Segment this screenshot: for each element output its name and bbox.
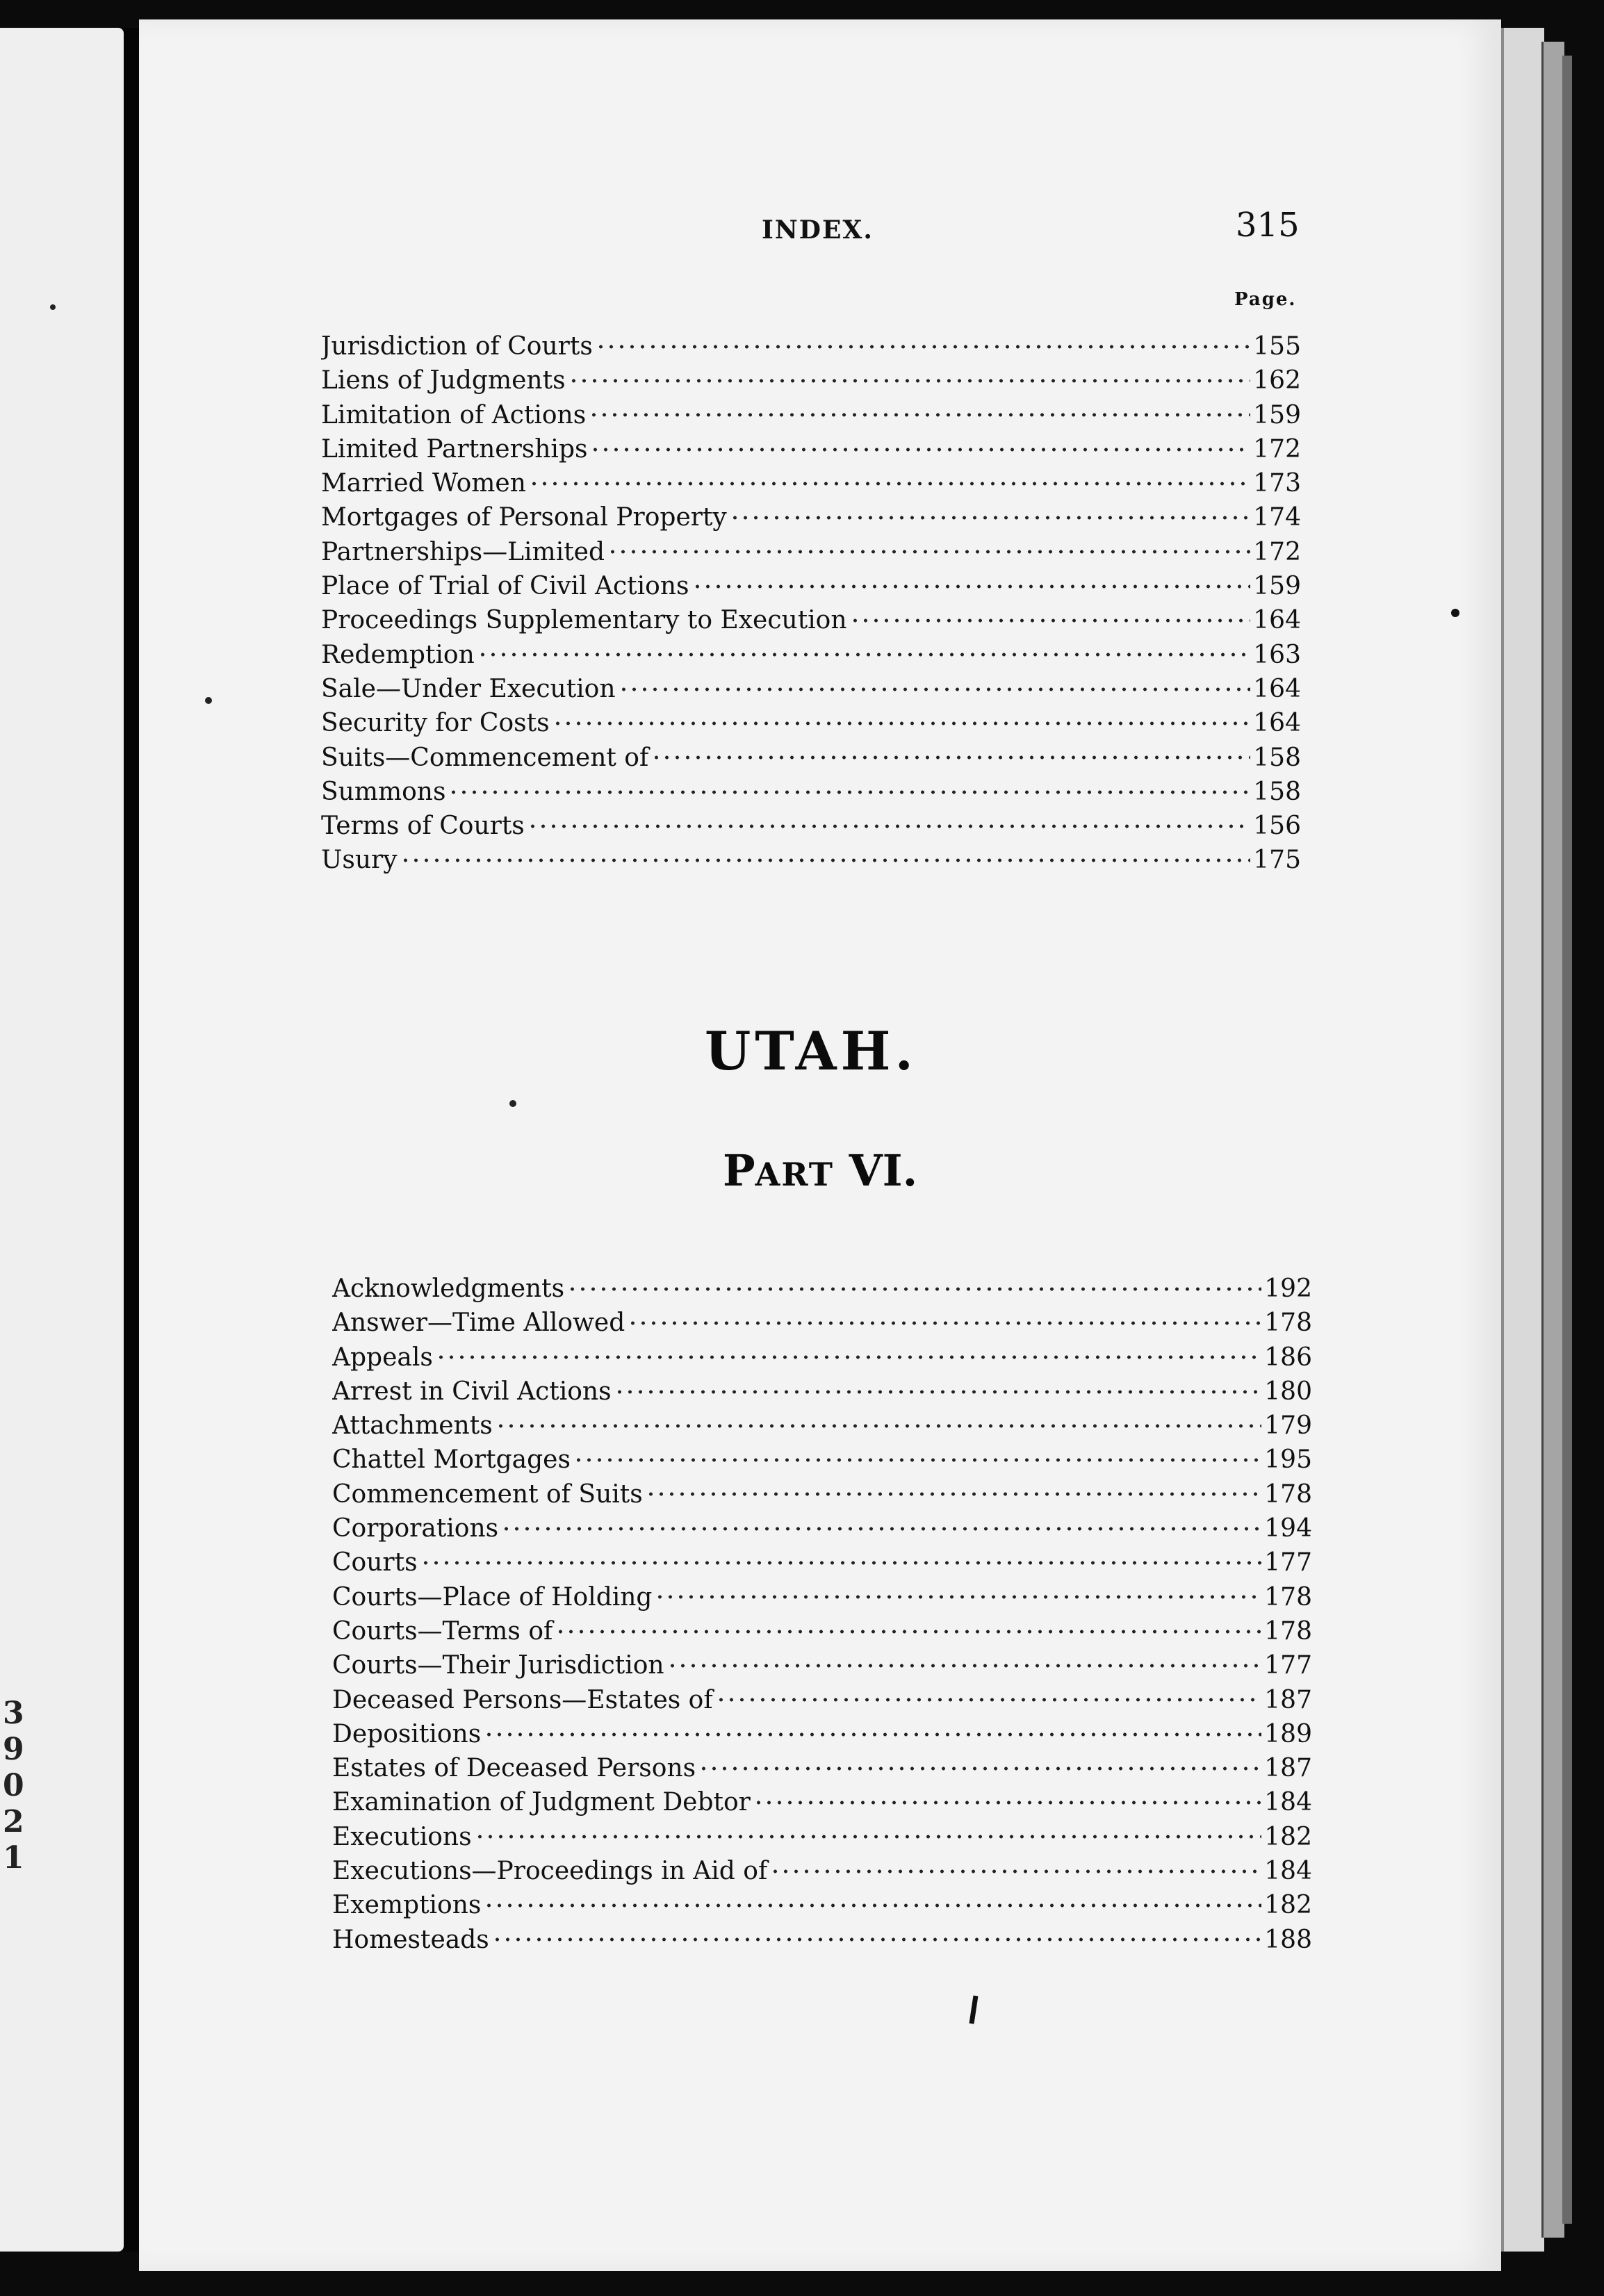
index-entry bbox=[332, 1580, 1312, 1614]
index-term: Exemptions bbox=[332, 1891, 482, 1920]
dot-leader bbox=[567, 1283, 1261, 1295]
index-page-number: 178 bbox=[1264, 1582, 1312, 1612]
dot-leader bbox=[646, 1488, 1262, 1500]
index-term: Partnerships—Limited bbox=[321, 537, 605, 566]
index-entry bbox=[332, 1923, 1312, 1957]
index-page-number: 195 bbox=[1264, 1445, 1312, 1475]
index-term: Summons bbox=[321, 777, 446, 806]
index-term: Sale—Under Execution bbox=[321, 674, 616, 703]
edge-mark: 9 bbox=[3, 1732, 24, 1767]
dot-leader bbox=[596, 341, 1250, 353]
index-term: Proceedings Supplementary to Execution bbox=[321, 606, 847, 635]
index-page-number: 174 bbox=[1253, 503, 1301, 532]
index-term: Terms of Courts bbox=[321, 812, 525, 841]
dot-leader bbox=[850, 614, 1251, 627]
index-page-number: 178 bbox=[1264, 1479, 1312, 1509]
index-entry bbox=[321, 741, 1301, 775]
index-entry bbox=[332, 1820, 1312, 1854]
left-page-edge-marks bbox=[3, 1696, 24, 1876]
index-entry bbox=[332, 1443, 1312, 1477]
index-term: Place of Trial of Civil Actions bbox=[321, 572, 689, 601]
left-page-edge bbox=[0, 28, 124, 2252]
index-page-number: 194 bbox=[1264, 1514, 1312, 1543]
index-entry bbox=[332, 1340, 1312, 1375]
edge-mark: 1 bbox=[3, 1840, 24, 1876]
index-term: Mortgages of Personal Property bbox=[321, 503, 727, 532]
index-page-number: 179 bbox=[1264, 1411, 1312, 1441]
dot-leader bbox=[730, 511, 1251, 524]
index-entry bbox=[332, 1854, 1312, 1888]
dot-leader bbox=[589, 409, 1250, 421]
index-entry bbox=[321, 466, 1301, 500]
index-entry bbox=[321, 329, 1301, 363]
index-page-number: 173 bbox=[1253, 469, 1301, 498]
dot-leader bbox=[477, 648, 1251, 661]
page-stack-edge bbox=[1562, 56, 1572, 2224]
index-page-number: 162 bbox=[1253, 366, 1301, 395]
dot-leader bbox=[568, 375, 1251, 387]
index-page-number: 187 bbox=[1264, 1754, 1312, 1783]
index-term: Arrest in Civil Actions bbox=[332, 1377, 612, 1406]
index-page-number: 155 bbox=[1253, 332, 1301, 361]
dot-leader bbox=[698, 1762, 1261, 1775]
index-term: Married Women bbox=[321, 469, 526, 498]
index-entry bbox=[321, 638, 1301, 672]
index-term: Courts—Place of Holding bbox=[332, 1582, 653, 1612]
edge-mark: 3 bbox=[3, 1696, 24, 1731]
index-page-number: 158 bbox=[1253, 777, 1301, 806]
section-title: UTAH. bbox=[705, 1020, 917, 1082]
book-gutter bbox=[124, 28, 139, 2252]
index-page-number: 164 bbox=[1253, 709, 1301, 738]
index-entry bbox=[332, 1888, 1312, 1922]
index-term: Corporations bbox=[332, 1514, 499, 1543]
dot-leader bbox=[753, 1796, 1261, 1809]
index-entry bbox=[321, 569, 1301, 603]
dot-leader bbox=[492, 1933, 1262, 1946]
index-entry bbox=[321, 672, 1301, 706]
index-term: Deceased Persons—Estates of bbox=[332, 1685, 713, 1714]
index-term: Depositions bbox=[332, 1719, 482, 1748]
running-title: INDEX. bbox=[762, 215, 874, 245]
index-page-number: 188 bbox=[1264, 1925, 1312, 1954]
index-page-number: 159 bbox=[1253, 572, 1301, 601]
index-term: Homesteads bbox=[332, 1925, 489, 1954]
dot-leader bbox=[501, 1523, 1261, 1535]
index-entry bbox=[332, 1272, 1312, 1306]
page-number: 315 bbox=[1236, 206, 1300, 245]
index-page-number: 192 bbox=[1264, 1274, 1312, 1303]
index-page-number: 182 bbox=[1264, 1891, 1312, 1920]
index-term: Executions bbox=[332, 1822, 472, 1851]
index-page-number: 189 bbox=[1264, 1719, 1312, 1748]
dot-leader bbox=[420, 1557, 1262, 1569]
index-entry bbox=[332, 1717, 1312, 1751]
index-term: Courts—Terms of bbox=[332, 1616, 553, 1646]
edge-mark: 2 bbox=[3, 1804, 24, 1839]
index-term: Commencement of Suits bbox=[332, 1479, 643, 1509]
index-term: Appeals bbox=[332, 1343, 433, 1372]
index-page-number: 172 bbox=[1253, 434, 1301, 464]
index-entry bbox=[321, 535, 1301, 569]
index-entry bbox=[321, 809, 1301, 843]
index-term: Acknowledgments bbox=[332, 1274, 565, 1303]
index-term: Suits—Commencement of bbox=[321, 743, 649, 772]
index-term: Jurisdiction of Courts bbox=[321, 332, 593, 361]
index-entry bbox=[321, 843, 1301, 877]
index-entry bbox=[321, 775, 1301, 809]
index-entry bbox=[321, 706, 1301, 740]
index-entry bbox=[332, 1409, 1312, 1443]
dot-leader bbox=[692, 580, 1251, 593]
index-page-number: 182 bbox=[1264, 1822, 1312, 1851]
previous-state-index bbox=[321, 329, 1301, 878]
index-page-number: 187 bbox=[1264, 1685, 1312, 1714]
index-page-number: 158 bbox=[1253, 743, 1301, 772]
edge-mark: 0 bbox=[3, 1768, 24, 1803]
index-entry bbox=[332, 1375, 1312, 1409]
index-entry bbox=[332, 1785, 1312, 1819]
index-term: Usury bbox=[321, 846, 398, 875]
index-entry bbox=[332, 1648, 1312, 1682]
page-stack-edge bbox=[1501, 28, 1544, 2252]
index-entry bbox=[332, 1511, 1312, 1545]
dot-leader bbox=[553, 717, 1251, 730]
index-entry bbox=[332, 1545, 1312, 1580]
dot-leader bbox=[436, 1351, 1261, 1363]
dot-leader bbox=[555, 1625, 1261, 1638]
index-term: Chattel Mortgages bbox=[332, 1445, 571, 1475]
dot-leader bbox=[590, 443, 1250, 456]
index-term: Courts—Their Jurisdiction bbox=[332, 1651, 664, 1680]
utah-index bbox=[332, 1272, 1312, 1957]
dot-leader bbox=[655, 1591, 1261, 1603]
dot-leader bbox=[607, 546, 1250, 558]
index-page-number: 177 bbox=[1264, 1548, 1312, 1577]
index-page-number: 163 bbox=[1253, 640, 1301, 669]
index-term: Estates of Deceased Persons bbox=[332, 1754, 696, 1783]
index-entry bbox=[321, 432, 1301, 466]
dot-leader bbox=[628, 1317, 1261, 1329]
index-term: Redemption bbox=[321, 640, 475, 669]
index-page-number: 177 bbox=[1264, 1651, 1312, 1680]
index-term: Answer—Time Allowed bbox=[332, 1309, 625, 1338]
index-page-number: 178 bbox=[1264, 1309, 1312, 1338]
dot-leader bbox=[527, 820, 1251, 833]
page-stack-edge bbox=[1541, 42, 1564, 2238]
index-page-number: 184 bbox=[1264, 1788, 1312, 1817]
dot-leader bbox=[448, 786, 1250, 798]
page-column-label: Page. bbox=[1234, 289, 1297, 310]
index-term: Security for Costs bbox=[321, 709, 550, 738]
index-page-number: 186 bbox=[1264, 1343, 1312, 1372]
index-term: Limited Partnerships bbox=[321, 434, 588, 464]
dot-leader bbox=[667, 1659, 1262, 1672]
dot-leader bbox=[529, 477, 1250, 490]
index-page-number: 175 bbox=[1253, 846, 1301, 875]
index-page-number: 172 bbox=[1253, 537, 1301, 566]
dot-leader bbox=[770, 1865, 1261, 1878]
index-page-number: 156 bbox=[1253, 812, 1301, 841]
dot-leader bbox=[619, 683, 1251, 696]
index-entry bbox=[321, 500, 1301, 534]
dot-leader bbox=[614, 1386, 1262, 1398]
index-page-number: 164 bbox=[1253, 674, 1301, 703]
index-term: Attachments bbox=[332, 1411, 493, 1441]
index-entry bbox=[332, 1477, 1312, 1511]
index-page-number: 184 bbox=[1264, 1857, 1312, 1886]
dot-leader bbox=[496, 1420, 1262, 1432]
index-term: Courts bbox=[332, 1548, 418, 1577]
index-term: Executions—Proceedings in Aid of bbox=[332, 1857, 768, 1886]
index-page-number: 159 bbox=[1253, 400, 1301, 429]
dot-leader bbox=[716, 1694, 1262, 1706]
part-heading bbox=[723, 1145, 917, 1196]
index-entry bbox=[321, 398, 1301, 432]
dot-leader bbox=[484, 1899, 1261, 1912]
part-numeral: VI. bbox=[849, 1145, 918, 1196]
dot-leader bbox=[400, 854, 1251, 867]
dot-leader bbox=[475, 1830, 1262, 1843]
index-term: Examination of Judgment Debtor bbox=[332, 1788, 751, 1817]
index-entry bbox=[332, 1751, 1312, 1785]
index-term: Liens of Judgments bbox=[321, 366, 566, 395]
index-page-number: 164 bbox=[1253, 606, 1301, 635]
index-term: Limitation of Actions bbox=[321, 400, 587, 429]
part-word-rest: ART bbox=[755, 1156, 834, 1193]
dot-leader bbox=[651, 751, 1250, 764]
index-page-number: 180 bbox=[1264, 1377, 1312, 1406]
part-word-initial: P bbox=[723, 1145, 755, 1196]
index-entry bbox=[332, 1614, 1312, 1648]
index-entry bbox=[332, 1683, 1312, 1717]
index-page-number: 178 bbox=[1264, 1616, 1312, 1646]
dot-leader bbox=[573, 1454, 1261, 1466]
dot-leader bbox=[484, 1728, 1261, 1741]
index-entry bbox=[321, 363, 1301, 397]
index-entry bbox=[332, 1306, 1312, 1340]
index-entry bbox=[321, 603, 1301, 637]
